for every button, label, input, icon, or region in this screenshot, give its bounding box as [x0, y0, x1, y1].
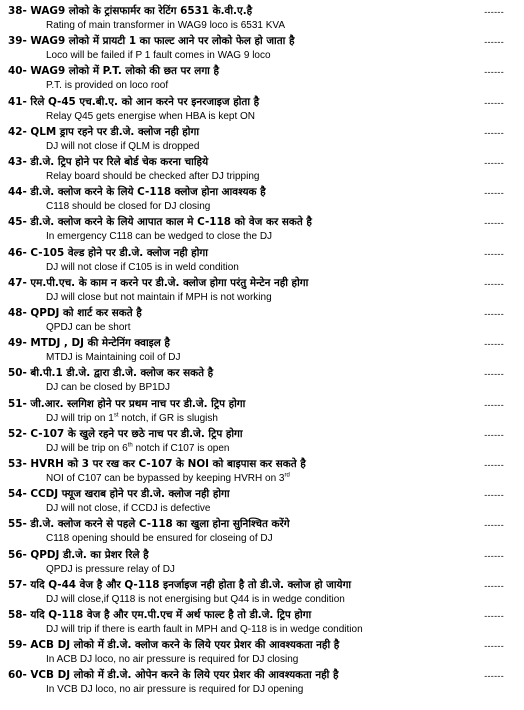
answer-english: C118 opening should be ensured for closeing of DJ [46, 533, 273, 545]
answer-blank-dashes: ------ [484, 248, 504, 259]
question-hindi: 44- डी.जे. क्लोज करने के लिये C-118 क्लोज होना आवश्यक है [8, 186, 266, 199]
answer-blank-dashes: ------ [484, 188, 504, 199]
question-hindi: 55- डी.जे. क्लोज करने से पहले C-118 का खुला होना सुनिश्चित करेंगे [8, 518, 290, 531]
question-hindi: 42- QLM ड्राप रहने पर डी.जे. क्लोज नही होगा [8, 125, 200, 138]
question-hindi: 45- डी.जे. क्लोज करने के लिये आपात काल मे C-118 को वेज कर सकते है [8, 216, 312, 229]
answer-english: DJ will not close if C105 is in weld condition [46, 261, 239, 273]
question-hindi: 41- रिले Q-45 एच.बी.ए. को आन करने पर इनरजाइज होता है [8, 95, 260, 108]
answer-blank-dashes: ------ [484, 127, 504, 138]
answer-blank-dashes: ------ [484, 580, 504, 591]
question-hindi: 57- यदि Q-44 वेज है और Q-118 इनर्जाइज नही होता है तो डी.जे. क्लोज हो जायेगा [8, 578, 352, 591]
question-hindi: 54- CCDJ फ्यूज खराब होने पर डी.जे. क्लोज नही होगा [8, 488, 230, 501]
answer-blank-dashes: ------ [484, 520, 504, 531]
ordinal-suffix: th [127, 442, 133, 449]
answer-blank-dashes: ------ [484, 550, 504, 561]
answer-blank-dashes: ------ [484, 611, 504, 621]
answer-blank-dashes: ------ [484, 37, 504, 48]
answer-english: Rating of main transformer in WAG9 loco is 6531 KVA [46, 20, 285, 31]
answer-blank-dashes: ------ [484, 671, 504, 682]
question-hindi: 46- C-105 वेल्ड होने पर डी.जे. क्लोज नही होगा [8, 246, 208, 259]
question-hindi: 56- QPDJ डी.जे. का प्रेशर रिले है [8, 548, 149, 561]
answer-english: DJ will close,if Q118 is not energising but Q44 is in wedge condition [46, 593, 345, 605]
answer-english: In VCB DJ loco, no air pressure is required for DJ opening [46, 684, 304, 696]
answer-english: In emergency C118 can be wedged to close the DJ [46, 231, 273, 243]
answer-english: C118 should be closed for DJ closing [46, 201, 211, 213]
question-hindi: 53- HVRH को 3 पर रख कर C-107 के NOI को बाइपास कर सकते है [8, 458, 306, 470]
question-hindi: 59- ACB DJ लोको में डी.जे. क्लोज करने के लिये एयर प्रेशर की आवश्यकता नही है [8, 639, 340, 652]
answer-blank-dashes: ------ [484, 490, 504, 501]
question-hindi: 50- बी.पी.1 डी.जे. द्वारा डी.जे. क्लोज कर सकते है [8, 367, 214, 380]
answer-english: DJ can be closed by BP1DJ [46, 382, 170, 394]
question-hindi: 39- WAG9 लोको में प्रायटी 1 का फाल्ट आने पर लोको फेल हो जाता है [8, 35, 295, 48]
answer-english: QPDJ is pressure relay of DJ [46, 563, 175, 575]
question-hindi: 48- QPDJ को शार्ट कर सकते है [8, 307, 142, 319]
answer-english: DJ will trip if there is earth fault in MPH and Q-118 is in wedge condition [46, 624, 363, 635]
answer-english: DJ will be trip on 6th notch if C107 is open [46, 442, 230, 454]
ordinal-suffix: st [113, 412, 119, 419]
answer-blank-dashes: ------ [484, 309, 504, 319]
answer-blank-dashes: ------ [484, 369, 504, 380]
answer-english: QPDJ can be short [46, 322, 131, 333]
answer-blank-dashes: ------ [484, 399, 504, 410]
answer-english: DJ will close but not maintain if MPH is not working [46, 291, 272, 303]
answer-english: DJ will not close, if CCDJ is defective [46, 503, 211, 515]
question-hindi: 40- WAG9 लोको में P.T. लोको की छत पर लगा है [8, 65, 220, 78]
question-hindi: 49- MTDJ , DJ की मेन्टेनिंग क्वाइल है [8, 337, 170, 350]
answer-english: Loco will be failed if P 1 fault comes in WAG 9 loco [46, 50, 271, 62]
question-hindi: 38- WAG9 लोको के ट्रांसफार्मर का रेटिंग 6531 के.वी.ए.है [8, 5, 253, 17]
answer-blank-dashes: ------ [484, 339, 504, 350]
answer-blank-dashes: ------ [484, 278, 504, 289]
answer-english: P.T. is provided on loco roof [46, 80, 169, 92]
answer-blank-dashes: ------ [484, 218, 504, 229]
question-hindi: 47- एम.पी.एच. के काम न करने पर डी.जे. क्लोज होगा परंतु मेन्टेन नही होगा [8, 276, 309, 289]
question-hindi: 58- यदि Q-118 वेज है और एम.पी.एच में अर्थ फाल्ट है तो डी.जे. ट्रिप होगा [8, 609, 312, 621]
answer-blank-dashes: ------ [484, 641, 504, 652]
answer-english: In ACB DJ loco, no air pressure is required for DJ closing [46, 654, 299, 666]
answer-english: DJ will not close if QLM is dropped [46, 140, 200, 152]
answer-blank-dashes: ------ [484, 97, 504, 108]
question-hindi: 52- C-107 के खुले रहने पर छठे नाच पर डी.जे. ट्रिप होगा [8, 427, 243, 440]
answer-english: Relay board should be checked after DJ tripping [46, 171, 260, 182]
answer-blank-dashes: ------ [484, 429, 504, 440]
answer-english: Relay Q45 gets energise when HBA is kept ON [46, 110, 255, 122]
ordinal-suffix: rd [284, 472, 290, 479]
question-hindi: 43- डी.जे. ट्रिप होने पर रिले बोर्ड चेक करना चाहिये [8, 156, 209, 168]
answer-english: NOI of C107 can be bypassed by keeping HVRH on 3rd [46, 472, 290, 484]
answer-blank-dashes: ------ [484, 67, 504, 78]
question-hindi: 51- जी.आर. स्लगिश होने पर प्रथम नाच पर डी.जे. ट्रिप होगा [8, 397, 246, 410]
answer-blank-dashes: ------ [484, 158, 504, 168]
answer-blank-dashes: ------ [484, 460, 504, 470]
answer-english: MTDJ is Maintaining coil of DJ [46, 352, 181, 364]
answer-english: DJ will trip on 1st notch, if GR is slugish [46, 412, 218, 424]
answer-blank-dashes: ------ [484, 7, 504, 17]
question-hindi: 60- VCB DJ लोको में डी.जे. ओपेन करने के लिये एयर प्रेशर की आवश्यकता नही है [8, 669, 339, 682]
